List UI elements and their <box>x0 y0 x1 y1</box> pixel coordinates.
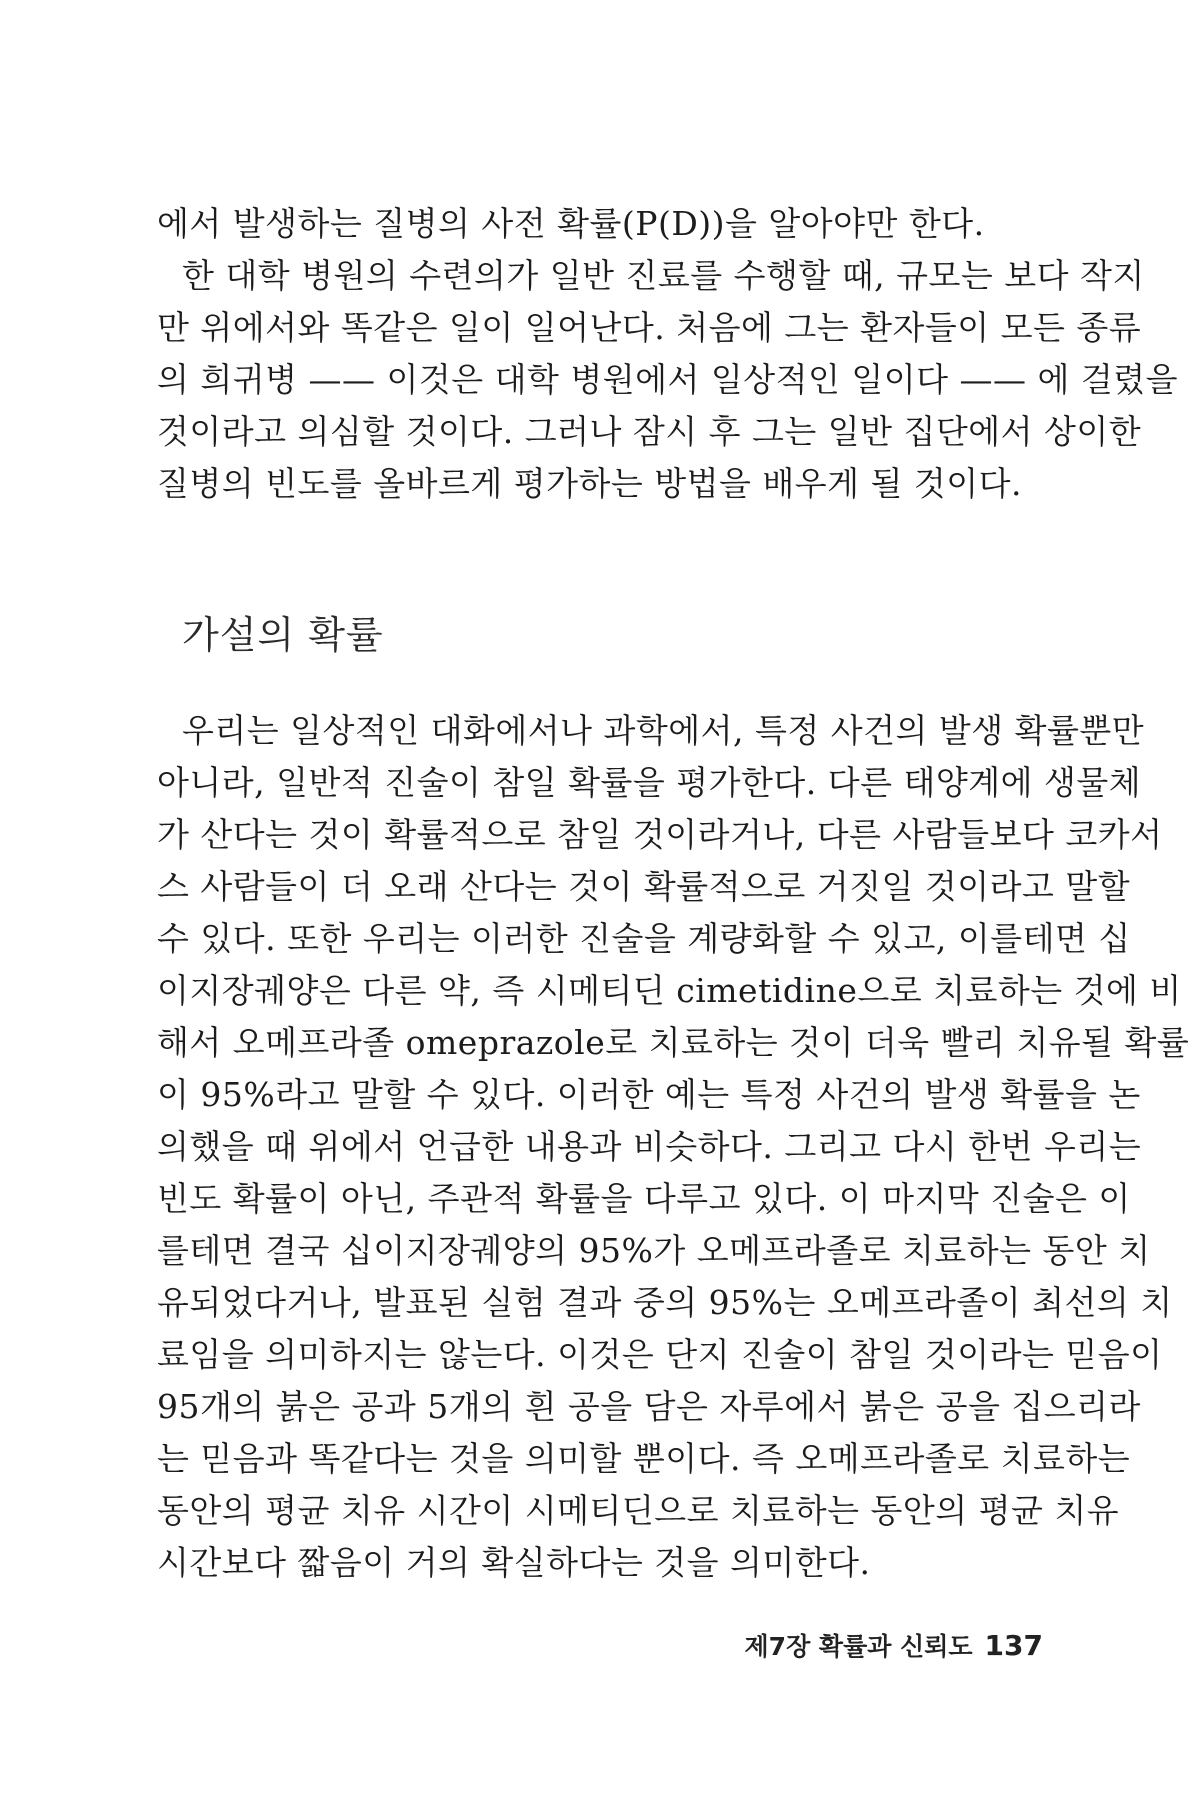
text-line: 질병의 빈도를 올바르게 평가하는 방법을 배우게 될 것이다. <box>157 464 1022 503</box>
text-line: 가 산다는 것이 확률적으로 참일 것이라거나, 다른 사람들보다 코카서 <box>157 815 1163 854</box>
text-line: 한 대학 병원의 수련의가 일반 진료를 수행할 때, 규모는 보다 작지 <box>182 256 1145 295</box>
text-line: 스 사람들이 더 오래 산다는 것이 확률적으로 거짓일 것이라고 말할 <box>157 867 1131 906</box>
text-line: 의했을 때 위에서 언급한 내용과 비슷하다. 그리고 다시 한번 우리는 <box>157 1127 1142 1166</box>
page-number: 137 <box>984 1629 1043 1662</box>
text-line: 이지장궤양은 다른 약, 즉 시메티딘 cimetidine으로 치료하는 것에 비 <box>157 971 1182 1010</box>
text-line: 유되었다거나, 발표된 실험 결과 중의 95%는 오메프라졸이 최선의 치 <box>157 1283 1173 1322</box>
paragraph-continued <box>157 198 1178 510</box>
text-line: 것이라고 의심할 것이다. 그러나 잠시 후 그는 일반 집단에서 상이한 <box>157 412 1142 451</box>
text-line: 해서 오메프라졸 omeprazole로 치료하는 것이 더욱 빨리 치유될 확률 <box>157 1023 1190 1062</box>
text-line: 료임을 의미하지는 않는다. 이것은 단지 진술이 참일 것이라는 믿음이 <box>157 1335 1163 1374</box>
text-line: 우리는 일상적인 대화에서나 과학에서, 특정 사건의 발생 확률뿐만 <box>182 711 1145 750</box>
text-line: 를테면 결국 십이지장궤양의 95%가 오메프라졸로 치료하는 동안 치 <box>157 1231 1151 1270</box>
running-footer <box>745 1627 1043 1663</box>
text-line: 의 희귀병 —— 이것은 대학 병원에서 일상적인 일이다 —— 에 걸렸을 <box>157 360 1178 399</box>
text-line: 이 95%라고 말할 수 있다. 이러한 예는 특정 사건의 발생 확률을 논 <box>157 1075 1141 1114</box>
text-line: 빈도 확률이 아닌, 주관적 확률을 다루고 있다. 이 마지막 진술은 이 <box>157 1179 1131 1218</box>
text-line: 95개의 붉은 공과 5개의 흰 공을 담은 자루에서 붉은 공을 집으리라 <box>157 1387 1141 1426</box>
text-line: 만 위에서와 똑같은 일이 일어난다. 처음에 그는 환자들이 모든 종류 <box>157 308 1142 347</box>
chapter-title: 제7장 확률과 신뢰도 <box>744 1632 973 1661</box>
text-line: 는 믿음과 똑같다는 것을 의미할 뿐이다. 즉 오메프라졸로 치료하는 <box>157 1439 1131 1478</box>
text-line: 시간보다 짧음이 거의 확실하다는 것을 의미한다. <box>157 1543 871 1582</box>
paragraph-body <box>157 705 1190 1589</box>
text-line: 수 있다. 또한 우리는 이러한 진술을 계량화할 수 있고, 이를테면 십 <box>157 919 1131 958</box>
text-line: 에서 발생하는 질병의 사전 확률(P(D))을 알아야만 한다. <box>157 204 985 243</box>
section-heading: 가설의 확률 <box>182 613 384 657</box>
text-line: 동안의 평균 치유 시간이 시메티딘으로 치료하는 동안의 평균 치유 <box>157 1491 1120 1530</box>
text-line: 아니라, 일반적 진술이 참일 확률을 평가한다. 다른 태양계에 생물체 <box>157 763 1142 802</box>
